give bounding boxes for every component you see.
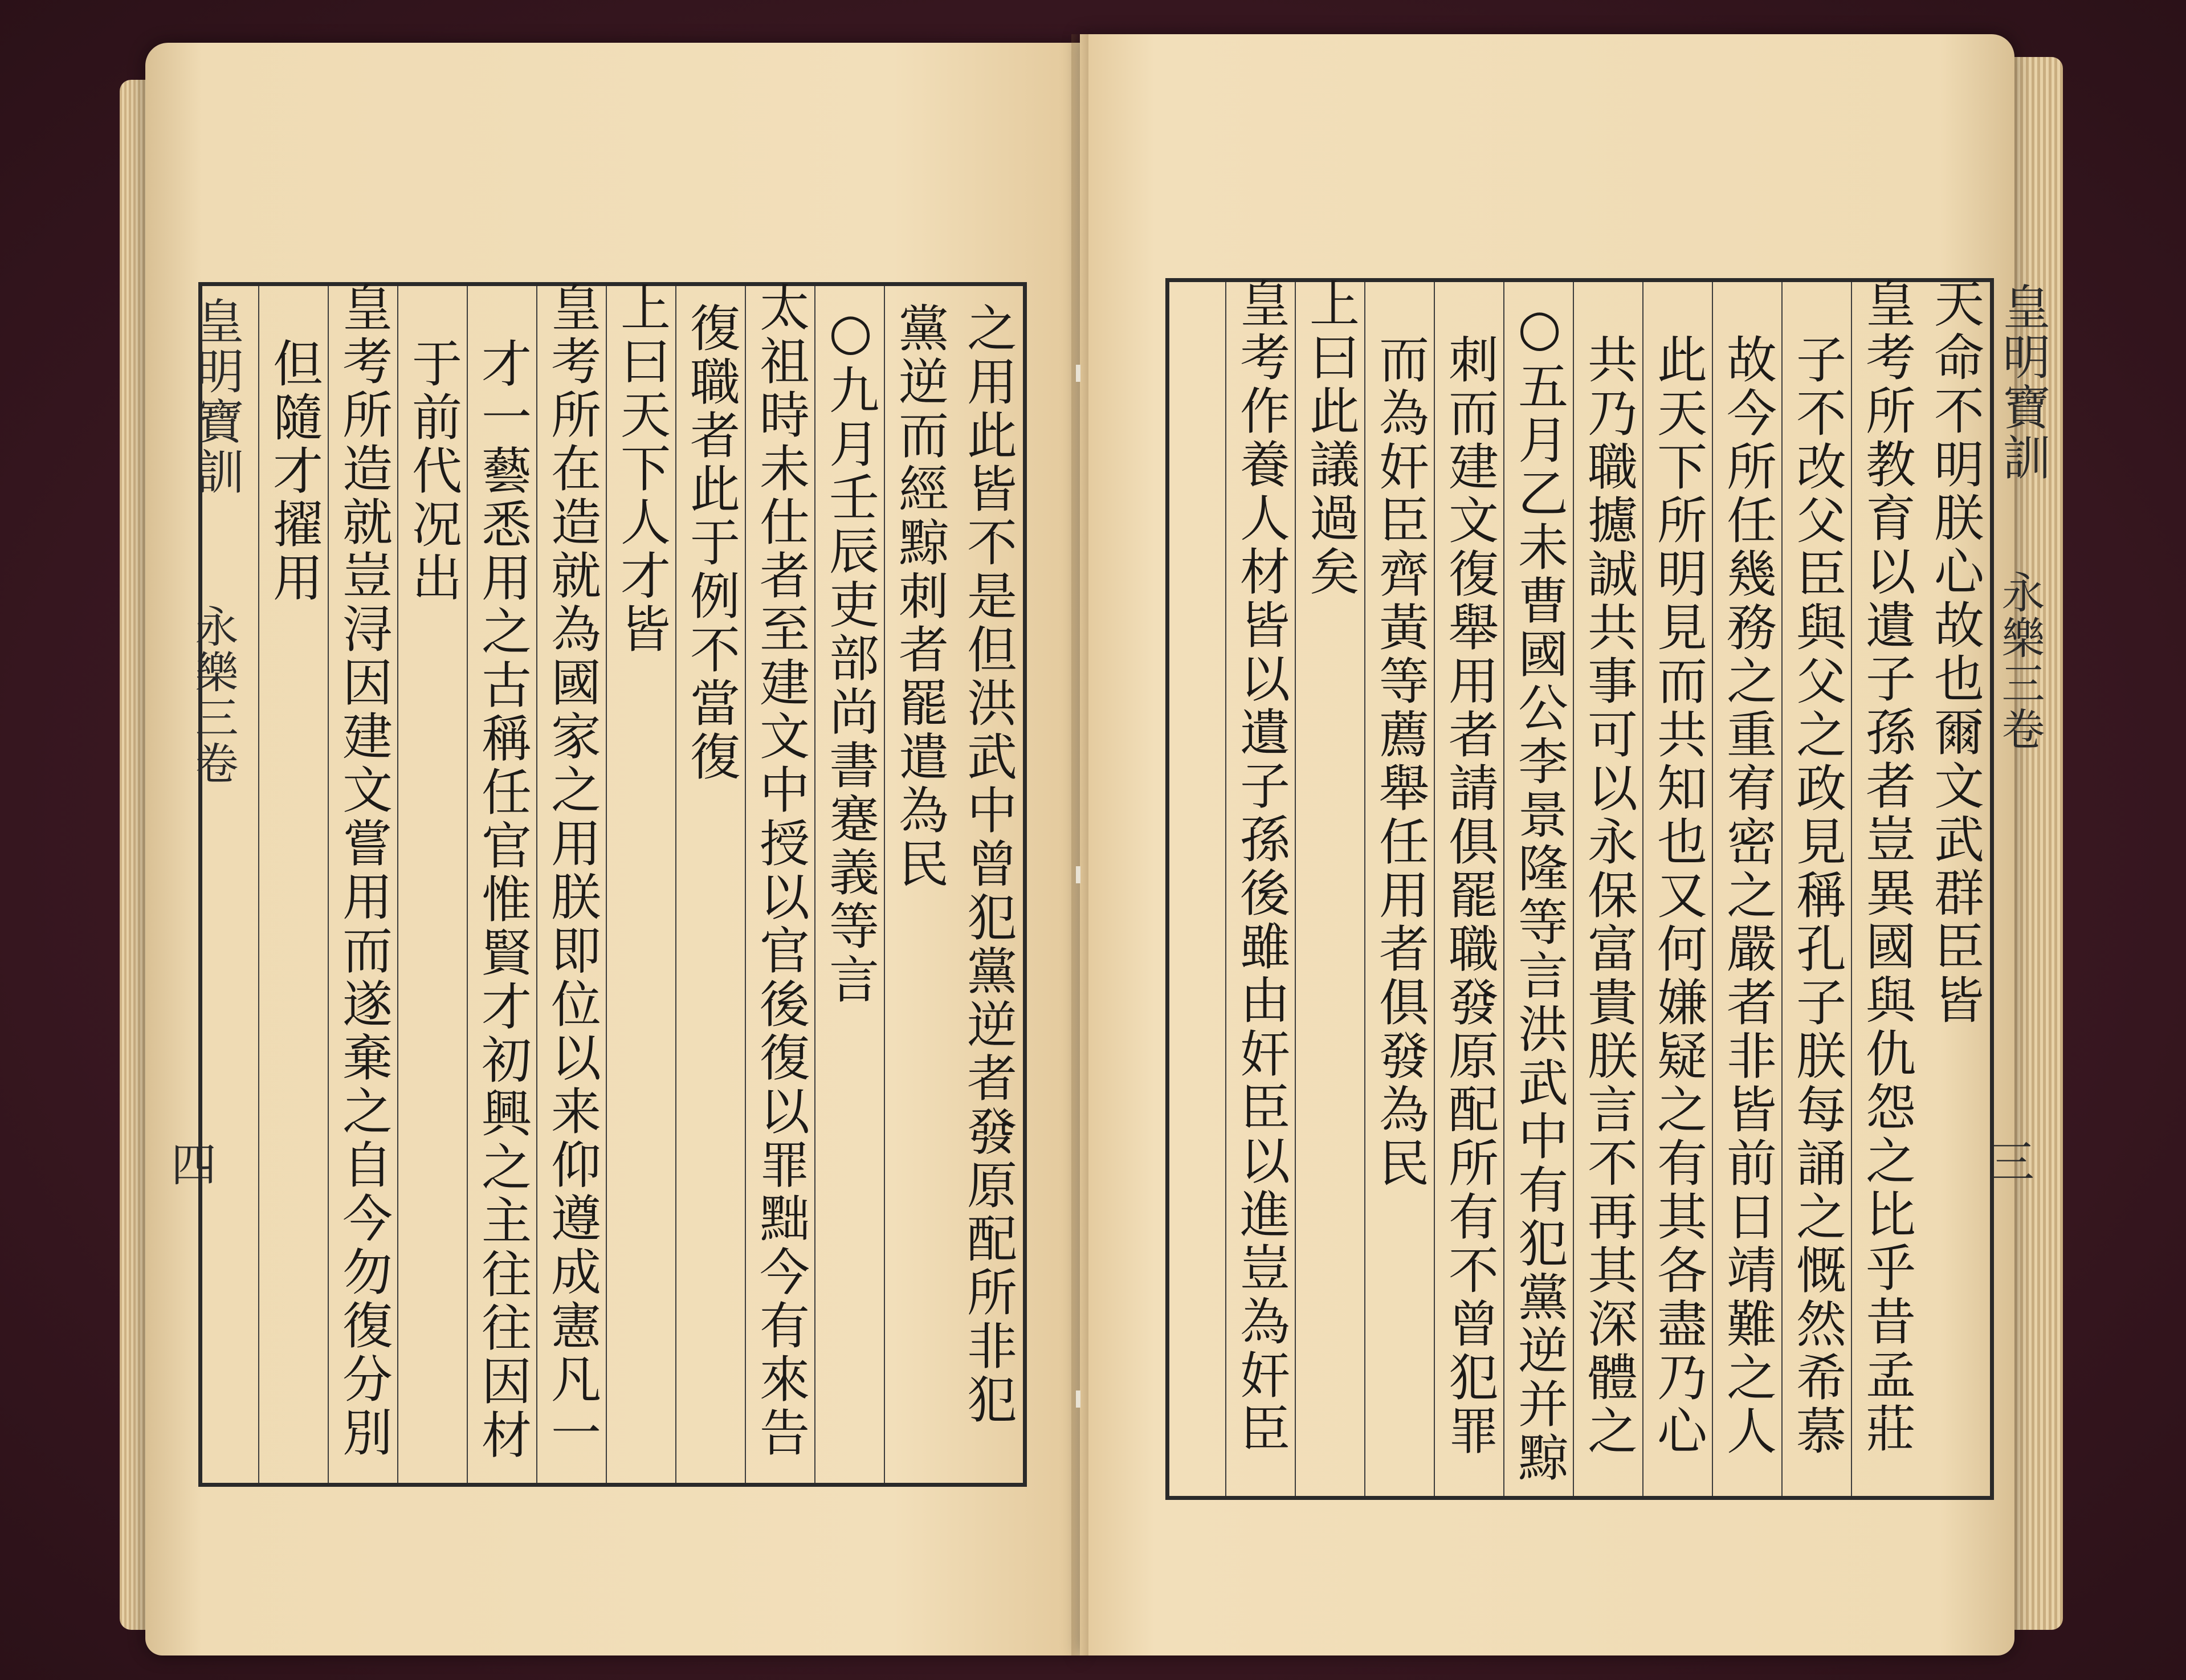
column-text: 于前代况出 (404, 337, 463, 605)
text-column (675, 286, 746, 1483)
column-text: 皇考所在造就為國家之用朕即位以来仰遵成憲凡一 (543, 282, 602, 1460)
column-text: 刺而建文復舉用者請俱罷職發原配所有不曾犯罪 (1441, 333, 1499, 1458)
text-column (1434, 282, 1504, 1496)
right-margin-volume: 永樂三卷 (1995, 570, 2045, 752)
left-text-frame (198, 282, 1027, 1487)
column-text: 太祖時未仕者至建文中授以官後復以罪黜今有來告 (752, 282, 810, 1460)
text-column (1712, 282, 1783, 1496)
left-book-title: 皇明寶訓 (189, 296, 244, 497)
column-text: 復職者此于例不當復 (682, 302, 741, 784)
right-text-frame (1165, 278, 1994, 1500)
book-gutter (1071, 34, 1088, 1655)
text-column (258, 286, 329, 1483)
text-column (1364, 282, 1435, 1496)
text-column (1851, 278, 1922, 1496)
text-column (1920, 278, 1990, 1496)
column-text: 上曰此議過矣 (1302, 278, 1360, 599)
column-text: 才一藝悉用之古稱任官惟賢才初興之主往往因材 (474, 337, 532, 1462)
column-text: 皇考作養人材皆以遺子孫後雖由奸臣以進豈為奸臣 (1232, 278, 1291, 1456)
column-text: 此天下所明見而共知也又何嫌疑之有其各盡乃心 (1649, 333, 1708, 1458)
column-text: 故今所任幾務之重宥密之嚴者非皆前日靖難之人 (1719, 333, 1777, 1458)
text-column (536, 282, 607, 1483)
text-column (1642, 282, 1713, 1496)
text-column (1573, 282, 1643, 1496)
text-column (745, 282, 815, 1483)
text-column (606, 282, 676, 1483)
text-column (884, 286, 955, 1483)
text-column (814, 286, 885, 1483)
text-column (328, 282, 398, 1483)
column-text: 黨逆而經黥刺者罷遣為民 (891, 302, 949, 891)
column-text: 但隨才擢用 (265, 337, 324, 605)
text-column (467, 286, 537, 1483)
column-text: 共乃職攄誠共事可以永保富貴朕言不再其深體之 (1580, 333, 1638, 1458)
column-text: 而為奸臣齊黃等薦舉任用者俱發為民 (1371, 333, 1430, 1190)
column-text: ○九月壬辰吏部尚書蹇義等言 (821, 302, 880, 1007)
column-text: 皇考所教育以遺子孫者豈異國與仇怨之比乎昔孟莊 (1858, 278, 1916, 1456)
column-text: 子不改父臣與父之政見稱孔子朕每誦之慨然希慕 (1788, 333, 1847, 1458)
right-margin-title (1989, 282, 2058, 483)
binding-thread (1076, 866, 1080, 883)
column-text: 上曰天下人才皆 (613, 282, 671, 656)
right-book-title: 皇明寶訓 (1995, 282, 2051, 483)
left-margin-volume: 永樂三卷 (188, 604, 239, 786)
text-column (1781, 282, 1852, 1496)
text-column (1225, 278, 1296, 1496)
column-text: 皇考所造就豈浔因建文嘗用而遂棄之自今勿復分別 (335, 282, 393, 1460)
column-text: 之用此皆不是但洪武中曾犯黨逆者發原配所非犯 (959, 302, 1018, 1427)
column-text: ○五月乙未曹國公李景隆等言洪武中有犯黨逆并黥 (1510, 298, 1569, 1485)
text-column (397, 286, 468, 1483)
text-column (953, 286, 1023, 1483)
right-folio-number: 三 (1989, 1136, 2034, 1189)
binding-thread (1076, 1391, 1080, 1408)
text-column (1295, 278, 1365, 1496)
text-column (1503, 282, 1574, 1496)
column-text: 天命不明朕心故也爾文武群臣皆 (1926, 278, 1985, 1027)
binding-thread (1076, 365, 1080, 382)
left-folio-number: 四 (171, 1139, 217, 1192)
